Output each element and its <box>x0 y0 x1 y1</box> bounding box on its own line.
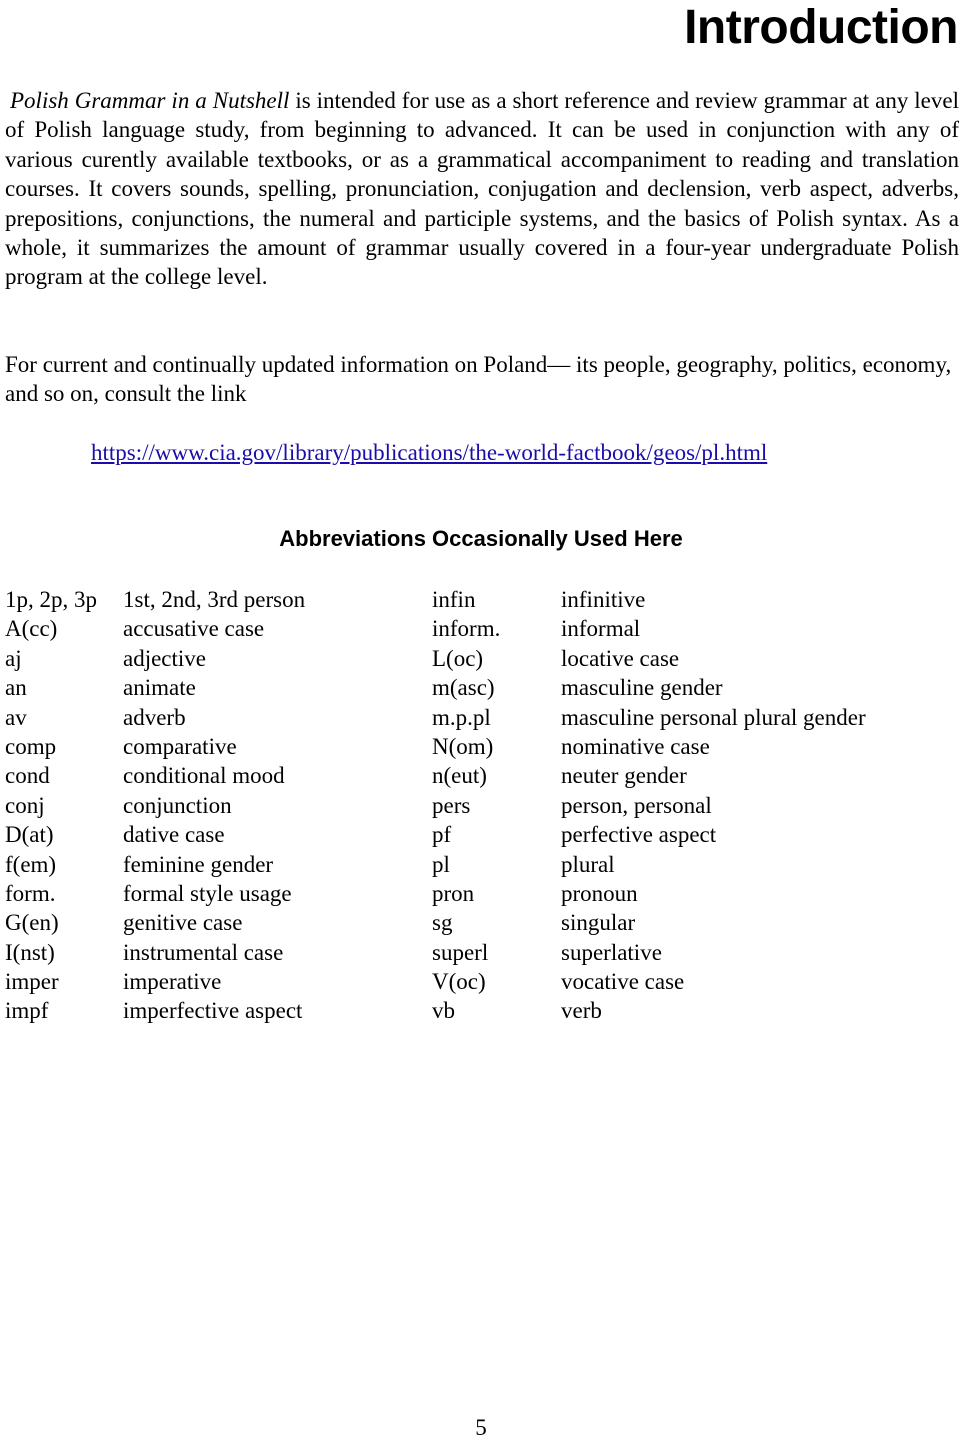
abbreviation-meaning: adjective <box>123 645 207 671</box>
abbreviation-meaning: person, personal <box>561 792 712 818</box>
abbreviations-heading: Abbreviations Occasionally Used Here <box>279 526 683 551</box>
abbreviation-meaning: vocative case <box>561 969 685 995</box>
abbreviation-meaning: formal style usage <box>123 880 292 906</box>
abbreviation-term: impf <box>5 998 49 1024</box>
abbreviation-term: pers <box>432 792 471 818</box>
abbreviation-term: V(oc) <box>432 969 486 995</box>
abbreviation-meaning: plural <box>561 851 615 877</box>
abbreviation-meaning: feminine gender <box>123 851 274 877</box>
abbreviation-row <box>5 967 222 996</box>
abbreviation-row <box>432 614 641 643</box>
abbreviation-term: G(en) <box>5 910 59 936</box>
abbreviation-row <box>5 585 306 614</box>
abbreviation-term: f(em) <box>5 851 57 877</box>
abbreviation-term: m(asc) <box>432 675 495 701</box>
abbreviation-meaning: instrumental case <box>123 939 284 965</box>
abbreviation-term: I(nst) <box>5 939 55 965</box>
abbreviation-meaning: verb <box>561 998 602 1024</box>
abbreviation-term: pron <box>432 880 475 906</box>
abbreviation-term: pf <box>432 822 452 848</box>
abbreviation-term: A(cc) <box>5 616 58 642</box>
abbreviation-meaning: informal <box>561 616 641 642</box>
abbreviation-row <box>432 644 680 673</box>
abbreviation-row <box>432 967 685 996</box>
abbreviation-row <box>5 938 284 967</box>
abbreviation-meaning: nominative case <box>561 733 710 759</box>
abbreviation-row <box>432 996 602 1025</box>
abbreviation-term: sg <box>432 910 453 936</box>
abbreviation-meaning: masculine personal plural gender <box>561 704 866 730</box>
abbreviation-term: cond <box>5 763 50 789</box>
abbreviation-row <box>5 850 274 879</box>
abbreviation-term: vb <box>432 998 455 1024</box>
abbreviation-row <box>5 761 285 790</box>
abbreviation-term: comp <box>5 733 57 759</box>
page-number: 5 <box>475 1415 487 1440</box>
abbreviation-row <box>5 996 303 1025</box>
abbreviation-term: infin <box>432 587 476 612</box>
abbreviation-row <box>432 820 717 849</box>
abbreviation-term: D(at) <box>5 822 54 848</box>
abbreviation-row <box>5 908 243 937</box>
abbreviation-term: form. <box>5 880 56 906</box>
abbreviation-row <box>5 644 207 673</box>
abbreviation-meaning: 1st, 2nd, 3rd person <box>123 587 306 612</box>
page-title: Introduction <box>684 1 958 54</box>
intro-text: is intended for use as a short reference and review grammar at any level of Polish language study, from beginning to advanced. It can be used in conjunction with any of various curently available textbooks, or as a grammatical accompaniment to reading and translation courses. It covers sounds, spelling, pronunciation, conjugation and declension, verb aspect, adverbs, prepositions, conjunctions, the numeral and participle systems, and the basics of Polish syntax. As a whole, it summarizes the amount of grammar usually covered in a four-year undergraduate Polish program at the college level. <box>5 88 959 290</box>
factbook-link[interactable]: https://www.cia.gov/library/publications/the-world-factbook/geos/pl.html <box>91 440 768 465</box>
abbreviation-row <box>5 614 265 643</box>
abbreviation-meaning: infinitive <box>561 587 646 612</box>
abbreviation-row <box>432 791 712 820</box>
abbreviation-meaning: superlative <box>561 939 662 965</box>
abbreviation-term: m.p.pl <box>432 704 491 730</box>
abbreviation-row <box>432 585 646 614</box>
abbreviation-row <box>432 703 866 732</box>
abbreviation-term: aj <box>5 645 22 671</box>
abbreviation-term: 1p, 2p, 3p <box>5 587 97 612</box>
abbreviation-term: conj <box>5 792 45 818</box>
abbreviation-meaning: imperative <box>123 969 222 995</box>
intro-paragraph <box>5 86 959 292</box>
abbreviation-meaning: locative case <box>561 645 680 671</box>
abbreviation-meaning: pronoun <box>561 880 638 906</box>
book-title: Polish Grammar in a Nutshell <box>10 88 290 113</box>
abbreviation-term: imper <box>5 969 59 995</box>
abbreviation-meaning: conjunction <box>123 792 232 818</box>
abbreviation-meaning: dative case <box>123 822 225 848</box>
abbreviation-meaning: masculine gender <box>561 675 723 701</box>
abbreviation-term: pl <box>432 851 450 877</box>
abbreviation-meaning: accusative case <box>123 616 265 642</box>
abbreviation-term: superl <box>432 939 489 965</box>
abbreviation-term: an <box>5 675 27 701</box>
abbreviation-row <box>432 938 662 967</box>
abbreviation-meaning: imperfective aspect <box>123 998 303 1024</box>
abbreviation-term: av <box>5 704 27 730</box>
abbreviation-row <box>5 879 292 908</box>
abbreviation-meaning: neuter gender <box>561 763 687 789</box>
abbreviation-meaning: conditional mood <box>123 763 285 789</box>
abbreviation-row <box>432 673 723 702</box>
abbreviation-row <box>5 673 196 702</box>
abbreviation-term: inform. <box>432 616 501 642</box>
abbreviation-row <box>432 732 710 761</box>
abbreviation-row <box>5 703 186 732</box>
abbreviation-row <box>5 820 225 849</box>
current-info-paragraph: For current and continually updated information on Poland— its people, geography, politics, economy, and so on, consult the link <box>5 352 952 407</box>
abbreviation-row <box>5 732 237 761</box>
abbreviation-row <box>432 879 638 908</box>
abbreviations-list-right <box>432 585 866 1026</box>
abbreviation-row <box>432 761 687 790</box>
abbreviation-meaning: singular <box>561 910 636 936</box>
abbreviation-meaning: adverb <box>123 704 186 730</box>
abbreviations-list-left <box>5 585 306 1026</box>
abbreviation-meaning: animate <box>123 675 196 701</box>
abbreviation-row <box>5 791 232 820</box>
abbreviation-meaning: perfective aspect <box>561 822 717 848</box>
abbreviation-term: n(eut) <box>432 763 487 789</box>
abbreviation-row <box>432 850 615 879</box>
abbreviation-meaning: genitive case <box>123 910 243 936</box>
abbreviation-meaning: comparative <box>123 733 237 759</box>
abbreviation-row <box>432 908 636 937</box>
abbreviation-term: N(om) <box>432 733 494 759</box>
abbreviation-term: L(oc) <box>432 645 484 671</box>
